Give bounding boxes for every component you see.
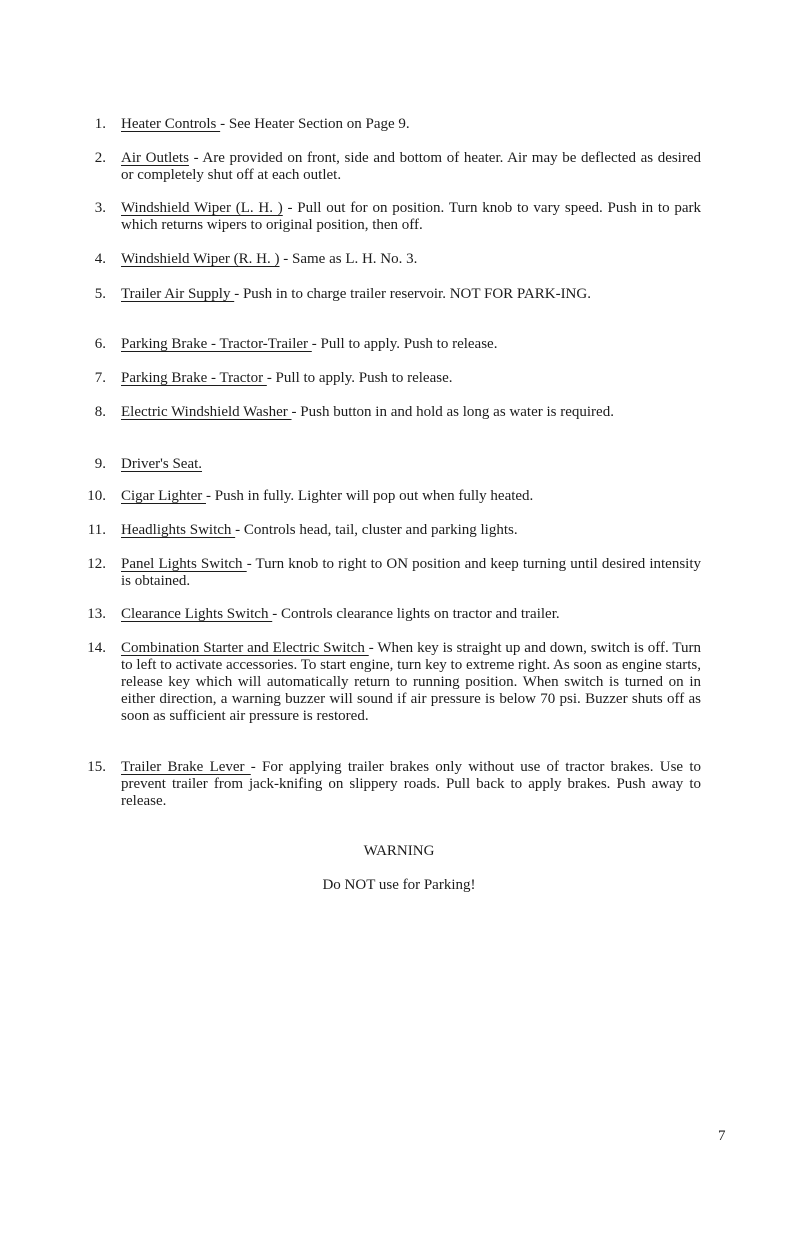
item-term: Windshield Wiper (R. H. )	[121, 251, 280, 267]
item-body	[121, 759, 701, 810]
item-number: 8.	[94, 404, 106, 420]
item-term: Parking Brake - Tractor-Trailer	[121, 336, 312, 352]
item-body	[121, 116, 701, 133]
item-number: 7.	[94, 370, 106, 386]
item-term: Panel Lights Switch	[121, 556, 247, 572]
item-number: 3.	[94, 200, 106, 216]
item-text: - Pull to apply. Push to release.	[311, 336, 498, 352]
item-number: 10.	[87, 488, 106, 504]
item-term: Combination Starter and Electric Switch	[121, 640, 369, 656]
item-body	[121, 606, 701, 623]
item-text: - Pull out for on position. Turn knob to vary speed. Push in to park which returns wipers to original position, then off.	[121, 200, 702, 233]
item-term: Heater Controls	[121, 116, 221, 132]
item-text: - Controls clearance lights on tractor and trailer.	[272, 606, 560, 622]
item-body	[121, 251, 701, 268]
item-number: 4.	[94, 251, 106, 267]
item-term: Trailer Brake Lever	[121, 759, 251, 775]
item-term: Driver's Seat.	[121, 456, 203, 472]
item-number: 2.	[94, 150, 106, 166]
item-term: Clearance Lights Switch	[121, 606, 273, 622]
item-number: 1.	[94, 116, 106, 132]
item-text: - For applying trailer brakes only without use of tractor brakes. Use to prevent trailer from jack-knifing on slippery roads. Pull back to apply brakes. Push away to release.	[121, 759, 701, 809]
item-number: 13.	[87, 606, 106, 622]
item-body	[121, 286, 701, 303]
item-term: Cigar Lighter	[121, 488, 206, 504]
item-text: - Controls head, tail, cluster and parking lights.	[235, 522, 518, 538]
item-term: Parking Brake - Tractor	[121, 370, 267, 386]
item-body	[121, 370, 701, 387]
item-text: - Same as L. H. No. 3.	[283, 251, 418, 267]
item-number: 6.	[94, 336, 106, 352]
item-body	[121, 456, 701, 473]
warning-title: WARNING	[363, 843, 435, 859]
item-body	[121, 556, 701, 590]
item-text: - Are provided on front, side and bottom of heater. Air may be deflected as desired or completely shut off at each outlet.	[121, 150, 702, 183]
item-term: Headlights Switch	[121, 522, 236, 538]
item-term: Air Outlets	[121, 150, 189, 166]
item-text: - Turn knob to right to ON position and keep turning until desired intensity is obtained.	[121, 556, 702, 589]
item-body	[121, 150, 701, 184]
item-term: Windshield Wiper (L. H. )	[121, 200, 283, 216]
item-term: Trailer Air Supply	[121, 286, 235, 302]
item-text: - Push in to charge trailer reservoir. NOT FOR PARK-ING.	[234, 286, 591, 302]
warning-text: Do NOT use for Parking!	[322, 877, 476, 893]
item-number: 14.	[87, 640, 106, 656]
item-number: 12.	[87, 556, 106, 572]
item-text: - Pull to apply. Push to release.	[266, 370, 453, 386]
item-body	[121, 404, 701, 421]
item-text: - When key is straight up and down, switch is off. Turn to left to activate accessories. To start engine, turn key to extreme right. As soon as engine starts, release key which will automatically return to running position. When switch is turned on in either direction, a warning buzzer will sound if air pressure is below 70 psi. Buzzer shuts off as soon as sufficient air pressure is restored.	[121, 640, 701, 724]
item-text: - See Heater Section on Page 9.	[220, 116, 410, 132]
item-body	[121, 200, 701, 234]
item-body	[121, 522, 701, 539]
item-text: - Push in fully. Lighter will pop out when fully heated.	[205, 488, 534, 504]
page-number: 7	[718, 1128, 726, 1144]
item-number: 5.	[94, 286, 106, 302]
item-body	[121, 488, 701, 505]
item-number: 15.	[87, 759, 106, 775]
item-number: 11.	[87, 522, 106, 538]
item-body	[121, 336, 701, 353]
item-body	[121, 640, 701, 725]
item-text: - Push button in and hold as long as water is required.	[291, 404, 614, 420]
item-term: Electric Windshield Washer	[121, 404, 292, 420]
item-number: 9.	[94, 456, 106, 472]
